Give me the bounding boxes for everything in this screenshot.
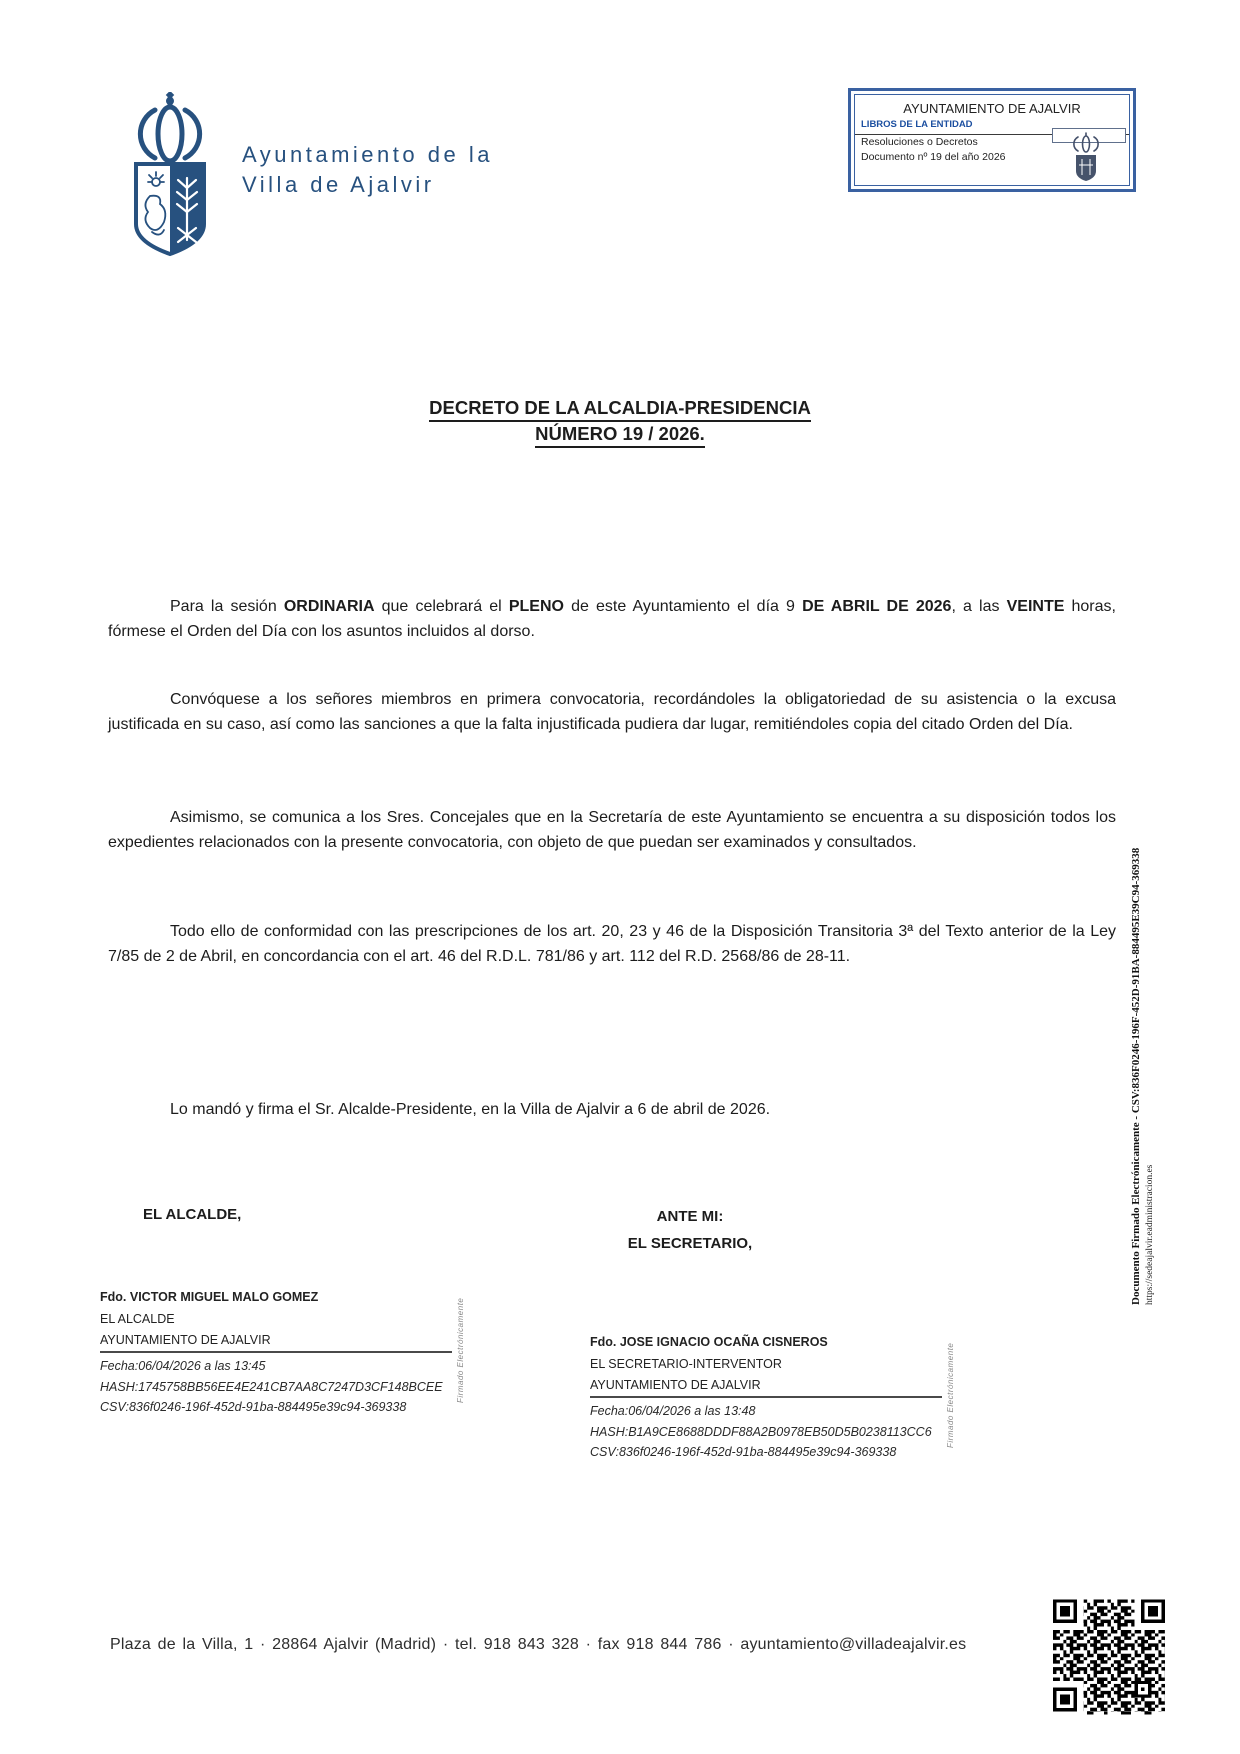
secretario-org: AYUNTAMIENTO DE AJALVIR [590,1378,761,1392]
municipality-name [242,140,493,200]
paragraph-closing: Lo mandó y firma el Sr. Alcalde-Presidente, en la Villa de Ajalvir a 6 de abril de 2026. [170,1101,771,1118]
alcalde-org: AYUNTAMIENTO DE AJALVIR [100,1333,271,1347]
secretario-csv: CSV:836f0246-196f-452d-91ba-884495e39c94-369338 [590,1445,897,1459]
stamp-register-label: LIBROS DE LA ENTIDAD [861,119,973,130]
p1-text: de este Ayuntamiento el día 9 [563,598,803,615]
alcalde-signature-rule [100,1351,452,1353]
heading-el-secretario: EL SECRETARIO, [627,1235,753,1252]
alcalde-hash: HASH:1745758BB56EE4E241CB7AA8C7247D3CF148BCEE [100,1379,443,1394]
p1-text: Para la sesión [170,598,284,615]
qr-code [1053,1598,1165,1716]
vertical-csv-sidebar [1130,655,1155,1305]
signature-block-secretario [590,1331,942,1463]
signature-block-alcalde [100,1286,452,1418]
p1-bold-date: DE ABRIL DE 2026 [802,598,952,615]
alcalde-signer-name: Fdo. VICTOR MIGUEL MALO GOMEZ [100,1290,319,1304]
p1-text: , a las [951,598,1007,615]
vertical-verification-url: https://sedeajalvir.eadministracion.es [1145,1164,1155,1305]
municipality-name-line2: Villa de Ajalvir [242,172,435,197]
p1-text: horas, fórmese el Orden del Día con los asuntos incluidos al dorso. [108,598,1116,640]
alcalde-role: EL ALCALDE [100,1312,175,1326]
p1-bold-hour: VEINTE [1006,598,1065,615]
stamp-document-type: Resoluciones o Decretos [861,136,978,148]
footer-address: Plaza de la Villa, 1 · 28864 Ajalvir (Madrid) · tel. 918 843 328 · fax 918 844 786 · ayuntamiento@villadeajalvir.es [110,1636,967,1653]
ajalvir-coat-of-arms-icon [122,92,218,258]
decree-title-line2: NÚMERO 19 / 2026. [535,422,705,448]
decree-title-line1: DECRETO DE LA ALCALDIA-PRESIDENCIA [429,396,811,422]
heading-ante-mi [560,1203,820,1257]
secretario-signature-rule [590,1396,942,1398]
secretario-fecha: Fecha:06/04/2026 a las 13:48 [590,1404,756,1418]
p1-bold-ordinaria: ORDINARIA [283,598,375,615]
alcalde-fecha: Fecha:06/04/2026 a las 13:45 [100,1359,266,1373]
vertical-csv-line: Documento Firmado Electrónicamente - CSV:836F0246-196F-452D-91BA-884495E39C94-369338 [1130,847,1142,1305]
secretario-signed-electronically-label: Firmado Electrónicamente [946,1342,955,1448]
paragraph-convocation: Convóquese a los señores miembros en primera convocatoria, recordándoles la obligatoriedad de su asistencia o la excusa justificada en su caso, así como las sanciones a que la falta injustificada pudiera dar lugar, remitiéndoles copia del citado Orden del Día. [108,691,1116,733]
secretario-signer-name: Fdo. JOSE IGNACIO OCAÑA CISNEROS [590,1335,828,1349]
registry-stamp-inner [854,94,1130,186]
stamp-shield-icon [1069,131,1103,183]
secretario-role: EL SECRETARIO-INTERVENTOR [590,1357,782,1371]
paragraph-legal-basis: Todo ello de conformidad con las prescripciones de los art. 20, 23 y 46 de la Disposición Transitoria 3ª del Texto anterior de la Ley 7/85 de 2 de Abril, en concordancia con el art. 46 del R.D.L. 781/86 y art. 112 del R.D. 2568/86 de 28-11. [108,923,1116,965]
paragraph-expedientes: Asimismo, se comunica a los Sres. Concejales que en la Secretaría de este Ayuntamiento se encuentra a su disposición todos los expedientes relacionados con la presente convocatoria, con objeto de que puedan ser examinados y consultados. [108,809,1116,851]
alcalde-csv: CSV:836f0246-196f-452d-91ba-884495e39c94-369338 [100,1400,407,1414]
decree-title [0,396,1240,448]
stamp-title: AYUNTAMIENTO DE AJALVIR [903,101,1081,116]
stamp-document-number: Documento nº 19 del año 2026 [861,151,1006,163]
registry-stamp [848,88,1136,192]
municipality-name-line1: Ayuntamiento de la [242,142,493,167]
p1-text: que celebrará el [374,598,509,615]
alcalde-signed-electronically-label: Firmado Electrónicamente [456,1297,465,1403]
secretario-hash: HASH:B1A9CE8688DDDF88A2B0978EB50D5B0238113CC6 [590,1424,932,1439]
p1-bold-pleno: PLENO [508,598,564,615]
paragraph-session [108,595,1116,644]
heading-el-alcalde: EL ALCALDE, [143,1206,242,1223]
heading-ante-mi-line1: ANTE MI: [656,1208,724,1225]
